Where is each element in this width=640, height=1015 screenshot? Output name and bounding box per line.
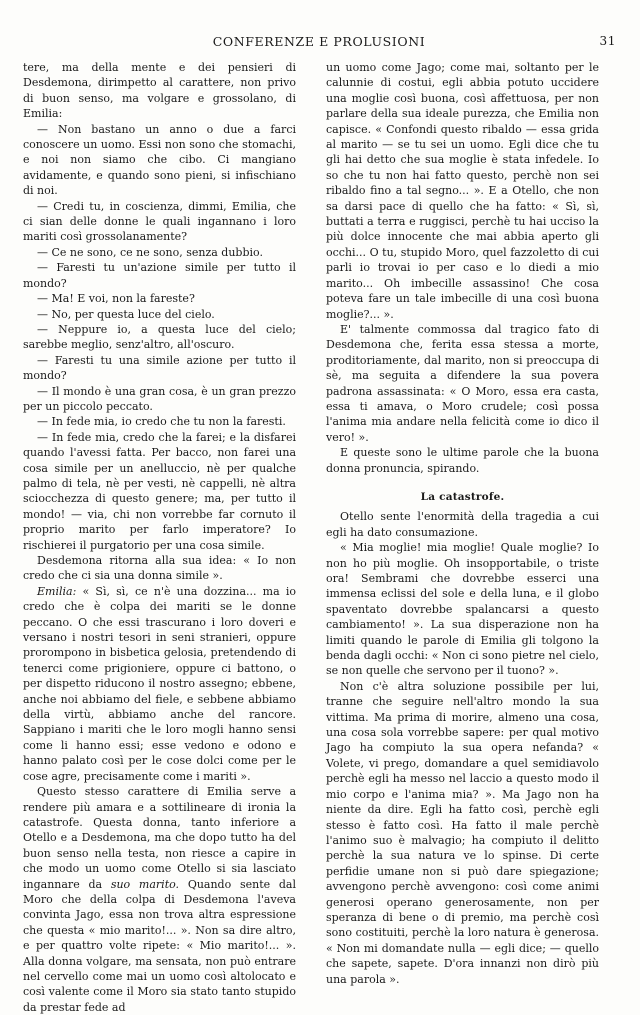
- page-number: 31: [599, 34, 616, 48]
- running-title: CONFERENZE E PROLUSIONI: [212, 34, 426, 49]
- paragraph: Desdemona ritorna alla sua idea: « Io non credo che ci sia una donna simile ».: [23, 554, 296, 583]
- paragraph: — Neppure io, a questa luce del cielo; sarebbe meglio, senz'altro, all'oscuro.: [23, 322, 296, 352]
- paragraph: — In fede mia, credo che la farei; e la disfarei quando l'avessi fatta. Per bacco, non farei una cosa simile per un anelluccio, nè per qualche palmo di tela, nè per vesti, nè cappelli, nè altra sciocchezza di questo genere; ma, per tutto il mondo! — via, chi non vorrebbe far cornuto il proprio marito per farlo imperatore? Io rischierei il purgatorio per una cosa simile.: [23, 430, 296, 552]
- paragraph: — Ma! E voi, non la fareste?: [37, 292, 195, 306]
- paragraph-text: « Sì, sì, ce n'è una dozzina... ma io credo che è colpa dei mariti se le donne peccano. O che essi trascurano i loro doveri e versano i nostri tesori in seni stranieri, oppure prorompono in bisbetica gelosia, pretendendo di tenerci come prigioniere, oppure ci battono, o per dispetto riducono il nostro assegno; ebbene, anche noi abbiamo del fiele, e sebbene abbiamo della virtù, abbiamo anche del rancore. Sappiano i mariti che le loro mogli hanno sensi come li hanno essi; esse vedono e odono e hanno palato così per le cose dolci come per le cose agre, precisamente come i mariti ».: [23, 584, 297, 783]
- paragraph: tere, ma della mente e dei pensieri di Desdemona, dirimpetto al carattere, non privo di buon senso, ma volgare e grossolano, di Emilia:: [23, 61, 296, 121]
- left-column: [23, 60, 296, 1015]
- paragraph: Non c'è altra soluzione possibile per lui, tranne che seguire nell'altro mondo la sua vittima. Ma prima di morire, almeno una cosa, una cosa sola vorrebbe sapere: per qual motivo Jago ha compiuto la sua opera nefanda? « Volete, vi prego, domandare a quel semidiavolo perchè egli ha messo nel laccio a questo modo il mio corpo e l'anima mia? ». Ma Jago non ha niente da dire. Egli ha fatto così, perchè egli stesso è fatto così. Ha fatto il male perchè l'animo suo è malvagio; ha compiuto il delitto perchè la sua natura ve lo spinse. Di certe perfidie umane non si può dare spiegazione; avvengono perchè avvengono: così come animi generosi operano generosamente, non per speranza di bene o di premio, ma perchè così sono costituiti, perchè la loro natura è generosa. « Non mi domandate nulla — egli dice; — quello che sapete, sapete. D'ora innanzi non dirò più una parola ».: [326, 679, 599, 986]
- right-column: [326, 60, 599, 987]
- paragraph: « Mia moglie! mia moglie! Quale moglie? Io non ho più moglie. Oh insopportabile, o triste ora! Sembrami che dovrebbe esserci una immensa eclissi del sole e della luna, e il globo spaventato dovrebbe spalancarsi a questo cambiamento! ». La sua disperazione non ha limiti quando le parole di Emilia gli tolgono la benda dagli occhi: « Non ci sono pietre nel cielo, se non quelle che servono per il tuono? ».: [326, 541, 599, 678]
- paragraph: — Il mondo è una gran cosa, è un gran prezzo per un piccolo peccato.: [23, 384, 296, 413]
- section-heading: La catastrofe.: [420, 490, 505, 503]
- paragraph: — Ce ne sono, ce ne sono, senza dubbio.: [37, 245, 263, 259]
- running-header: [22, 34, 616, 52]
- speaker-label: Emilia:: [37, 584, 77, 598]
- paragraph: un uomo come Jago; come mai, soltanto per le calunnie di costui, egli abbia potuto uccidere una moglie così buona, così affettuosa, per non parlare della sua ideale purezza, che Emilia non capisce. « Confondi questo ribaldo — essa grida al marito — se tu sei un uomo. Egli dice che tu gli hai detto che sua moglie è stata infedele. Io so che tu non hai fatto questo, perchè non sei ribaldo fino a tal segno... ». E a Otello, che non sa darsi pace di quello che ha fatto: « Sì, sì, buttati a terra e ruggisci, perchè tu hai ucciso la più dolce innocente che mai abbia aperto gli occhi... O tu, stupido Moro, quel fazzoletto di cui parli io trovai io per caso e lo diedi a mio marito... Oh imbecille assassino! Che cosa poteva fare un tale imbecille di una così buona moglie?... ».: [326, 61, 599, 321]
- paragraph: E queste sono le ultime parole che la buona donna pronuncia, spirando.: [326, 446, 599, 475]
- paragraph: — Faresti tu una simile azione per tutto il mondo?: [23, 353, 296, 383]
- paragraph: — In fede mia, io credo che tu non la faresti.: [37, 415, 286, 429]
- paragraph: — Faresti tu un'azione simile per tutto il mondo?: [23, 261, 296, 290]
- paragraph: — No, per questa luce del cielo.: [37, 307, 215, 321]
- paragraph: Otello sente l'enormità della tragedia a cui egli ha dato consumazione.: [326, 510, 599, 539]
- paragraph: — Credi tu, in coscienza, dimmi, Emilia, che ci sian delle donne le quali ingannano i loro mariti così grossolanamente?: [23, 199, 296, 244]
- paragraph-text: Quando sente dal Moro che della colpa di Desdemona l'aveva convinta Jago, essa non trova altra espressione che questa « mio marito!... ». Non sa dire altro, e per quattro volte ripete: « Mio marito!... ». Alla donna volgare, ma sensata, non può entrare nel cervello come mai un uomo così altolocato e così valente come il Moro sia stato tanto stupido da prestar fede ad: [23, 877, 297, 1014]
- paragraph-text: Questo stesso carattere di Emilia serve a rendere più amara e a sottilineare di ironia la catastrofe. Questa donna, tanto inferiore a Otello e a Desdemona, ma che dopo tutto ha del buon senso nella testa, non riesce a capire in che modo un uomo come Otello si sia lasciato ingannare da: [23, 785, 296, 891]
- paragraph: [23, 584, 296, 784]
- paragraph: E' talmente commossa dal tragico fato di Desdemona che, ferita essa stessa a morte, proditoriamente, dal marito, non si preoccupa di sè, ma seguita a difendere la sua povera padrona assassinata: « O Moro, essa era casta, essa ti amava, o Moro crudele; così possa l'anima mia andare nella felicità come io dico il vero! ».: [326, 322, 599, 444]
- italic-phrase: suo marito.: [110, 877, 180, 891]
- paragraph: — Non bastano un anno o due a farci conoscere un uomo. Essi non sono che stomachi, e noi non siamo che cibo. Ci mangiano avidamente, e quando sono pieni, si infischiano di noi.: [23, 122, 296, 198]
